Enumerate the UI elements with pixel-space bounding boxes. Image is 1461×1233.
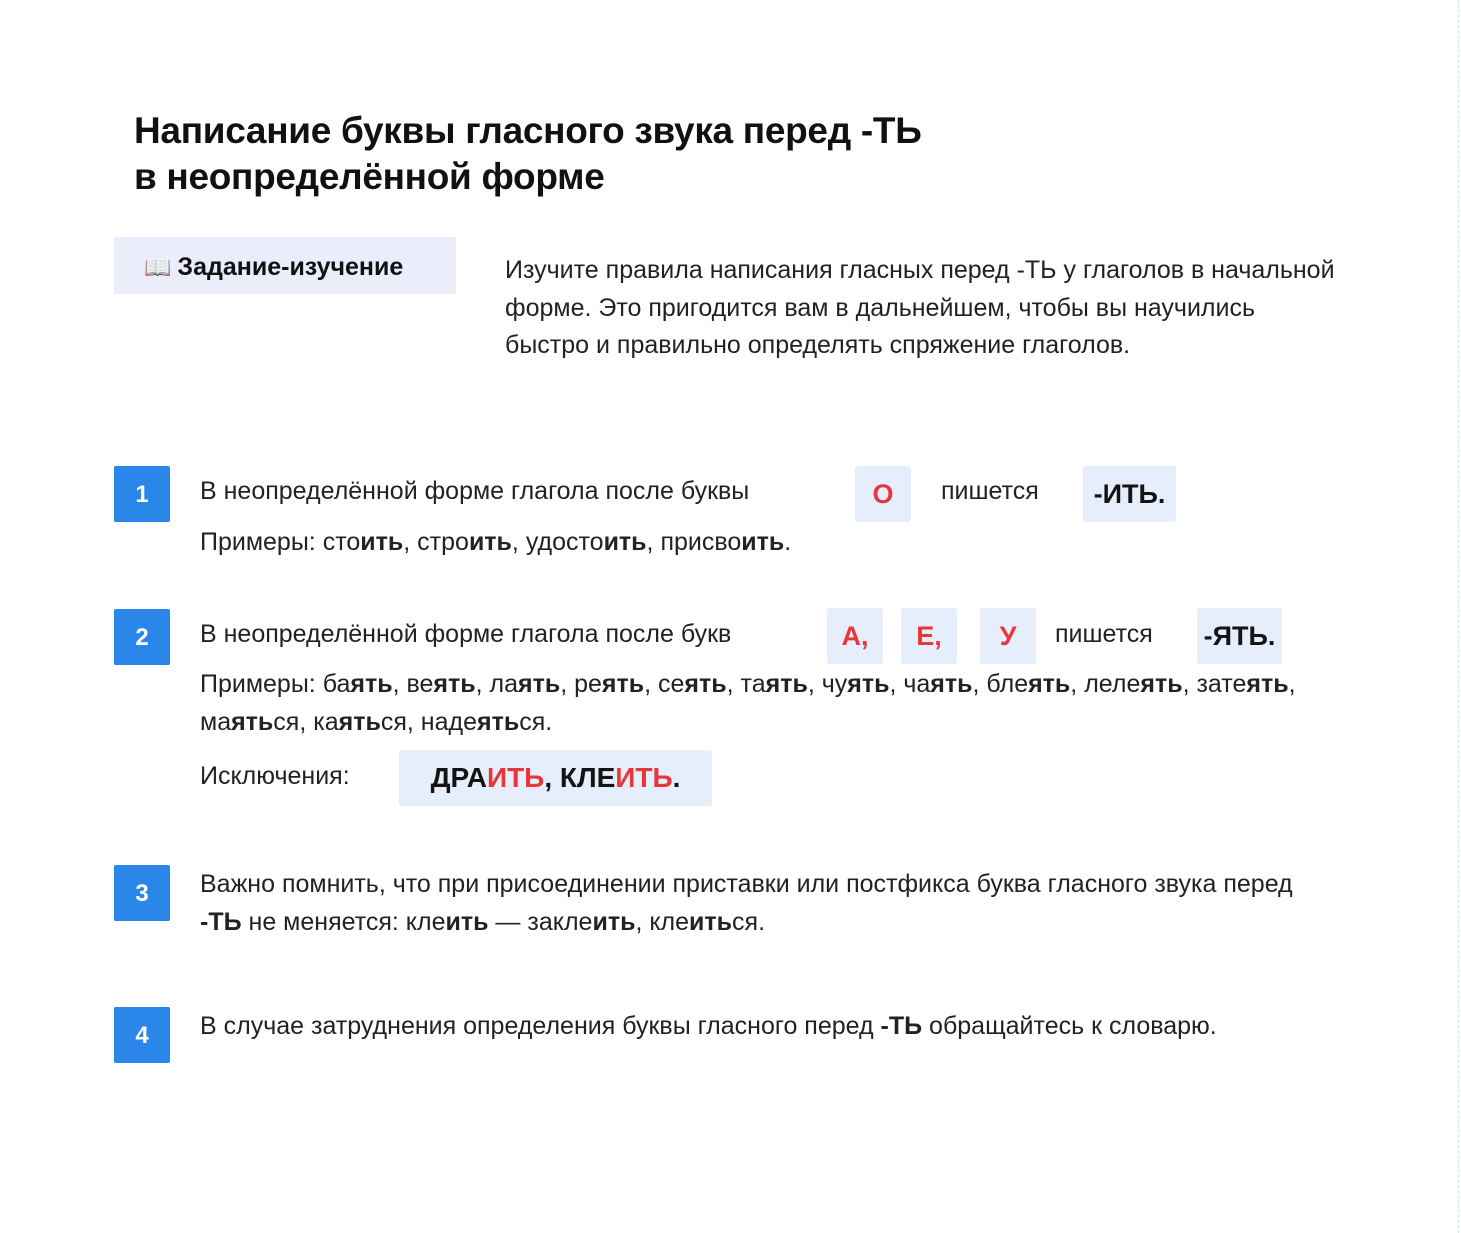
title-line-1: Написание буквы гласного звука перед -ТЬ [134,110,922,151]
rule-number-badge: 4 [114,1007,170,1063]
title-line-2: в неопределённой форме [134,156,605,197]
intro-text: Изучите правила написания гласных перед -ТЬ у глаголов в начальной форме. Это пригодится вам в дальнейшем, чтобы вы научились быстро и правильно определять спряжение глаголов. [505,256,1335,359]
rule-1-examples: Примеры: стоить, строить, удостоить, присвоить. [200,528,792,556]
rule-1-writes: пишется [941,477,1039,505]
rule-2-lead: В неопределённой форме глагола после букв [200,620,732,648]
page-title [134,108,922,200]
rule-2-writes: пишется [1055,620,1153,648]
rule-2-letter-chip: У [980,608,1036,664]
task-badge [114,237,456,294]
rule-number-badge: 2 [114,609,170,665]
exceptions-label: Исключения: [200,762,350,790]
rule-2-ending-chip: -ЯТЬ. [1197,608,1282,664]
rule-1-letter-chip: О [855,466,911,522]
rule-number-badge: 1 [114,466,170,522]
examples-label: Примеры: [200,670,316,698]
task-badge-label: Задание-изучение [177,253,404,281]
rule-2-examples: Примеры: баять, веять, лаять, реять, сеять, таять, чуять, чаять, блеять, лелеять, затеять, маяться, каяться, надеяться. [200,670,1296,736]
examples-label: Примеры: [200,528,316,556]
rule-2-letter-chip: А, [827,608,883,664]
exceptions-chip: ДРА ИТЬ , КЛЕ ИТЬ . [399,750,712,806]
rule-1-lead: В неопределённой форме глагола после буквы [200,477,750,505]
rule-2-letter-chip: Е, [901,608,957,664]
open-book-icon: 📖 [144,255,172,280]
rule-3-text: Важно помнить, что при присоединении приставки или постфикса буква гласного звука перед -ТЬ не меняется: клеить — заклеить, клеиться. [200,870,1293,936]
rule-4-text: В случае затруднения определения буквы гласного перед -ТЬ обращайтесь к словарю. [200,1012,1217,1040]
page-edge-guide [1458,0,1459,1233]
rule-number-badge: 3 [114,865,170,921]
rule-1-ending-chip: -ИТЬ. [1083,466,1176,522]
